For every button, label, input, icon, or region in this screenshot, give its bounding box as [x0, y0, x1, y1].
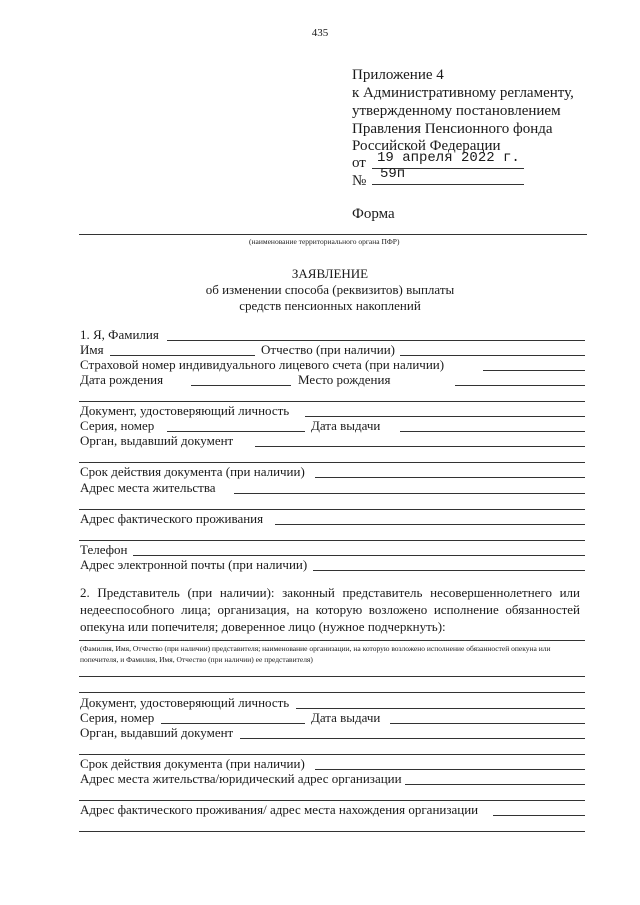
representative-name-field-3[interactable]	[79, 692, 585, 693]
id-doc-field[interactable]	[305, 416, 585, 417]
rep-residence-field-2[interactable]	[79, 800, 585, 801]
residence-field-2[interactable]	[79, 509, 585, 510]
rep-issue-date-field[interactable]	[390, 723, 585, 724]
birth-date-label: Дата рождения	[80, 372, 164, 387]
id-doc-label: Документ, удостоверяющий личность	[80, 403, 290, 418]
org-name-line[interactable]	[79, 234, 587, 235]
form-label: Форма	[352, 206, 395, 222]
validity-label: Срок действия документа (при наличии)	[80, 464, 305, 479]
rep-series-label: Серия, номер	[80, 710, 155, 725]
issuer-field[interactable]	[255, 446, 585, 447]
patronymic-label: Отчество (при наличии)	[261, 342, 396, 357]
representative-name-field[interactable]	[79, 640, 585, 641]
surname-label: 1. Я, Фамилия	[80, 327, 159, 342]
actual-address-field[interactable]	[275, 524, 585, 525]
name-field[interactable]	[110, 355, 255, 356]
actual-address-label: Адрес фактического проживания	[80, 511, 264, 526]
rep-issuer-field[interactable]	[240, 738, 585, 739]
rep-validity-field[interactable]	[315, 769, 585, 770]
rep-residence-label: Адрес места жительства/юридический адрес организации	[80, 771, 402, 786]
series-field[interactable]	[167, 431, 305, 432]
appendix-number: 59п	[380, 166, 406, 182]
appendix-from-label: от	[352, 155, 366, 171]
appendix-line-4: Правления Пенсионного фонда	[352, 121, 553, 137]
birth-place-field-2[interactable]	[79, 401, 585, 402]
issue-date-label: Дата выдачи	[311, 418, 381, 433]
rep-id-doc-field[interactable]	[296, 708, 585, 709]
document-subtitle-1: об изменении способа (реквизитов) выплаты	[205, 282, 455, 297]
appendix-number-label: №	[352, 173, 367, 189]
document-title: ЗАЯВЛЕНИЕ	[291, 266, 369, 281]
surname-field[interactable]	[167, 340, 585, 341]
issuer-field-2[interactable]	[79, 462, 585, 463]
phone-field[interactable]	[133, 555, 585, 556]
representative-name-field-2[interactable]	[79, 676, 585, 677]
rep-actual-address-field-2[interactable]	[79, 831, 585, 832]
snils-field[interactable]	[483, 370, 585, 371]
name-label: Имя	[80, 342, 104, 357]
org-name-caption: (наименование территориального органа ПФР)	[249, 237, 400, 246]
email-field[interactable]	[313, 570, 585, 571]
number-underline	[372, 184, 524, 185]
patronymic-field[interactable]	[400, 355, 585, 356]
rep-issue-date-label: Дата выдачи	[311, 710, 381, 725]
representative-caption: (Фамилия, Имя, Отчество (при наличии) представителя; наименование организации, на которую возложено исполнение обязанностей опекуна или попечителя, и Фамилия, Имя, Отчество (при наличии) ее представителя)	[80, 644, 551, 664]
phone-label: Телефон	[80, 542, 128, 557]
birth-place-label: Место рождения	[298, 372, 391, 387]
appendix-line-3: утвержденному постановлением	[352, 103, 561, 119]
validity-field[interactable]	[315, 477, 585, 478]
rep-issuer-field-2[interactable]	[79, 754, 585, 755]
document-subtitle-2: средств пенсионных накоплений	[239, 298, 421, 313]
birth-date-field[interactable]	[191, 385, 291, 386]
rep-residence-field[interactable]	[405, 784, 585, 785]
issue-date-field[interactable]	[400, 431, 585, 432]
series-label: Серия, номер	[80, 418, 155, 433]
page-number: 435	[311, 27, 329, 39]
snils-label: Страховой номер индивидуального лицевого счета (при наличии)	[80, 357, 445, 372]
actual-address-field-2[interactable]	[79, 540, 585, 541]
residence-label: Адрес места жительства	[80, 480, 216, 495]
appendix-line-5: Российской Федерации	[352, 138, 501, 154]
rep-actual-address-field[interactable]	[493, 815, 585, 816]
rep-issuer-label: Орган, выдавший документ	[80, 725, 234, 740]
rep-validity-label: Срок действия документа (при наличии)	[80, 756, 305, 771]
residence-field[interactable]	[234, 493, 585, 494]
rep-series-field[interactable]	[161, 723, 305, 724]
birth-place-field[interactable]	[455, 385, 585, 386]
representative-intro: 2. Представитель (при наличии): законный представитель несовершеннолетнего или недееспособного лица; организация, на которую возложено исполнение обязанностей опекуна или попечителя; доверенное лицо (нужное подчеркнуть):	[80, 585, 580, 634]
rep-id-doc-label: Документ, удостоверяющий личность	[80, 695, 290, 710]
appendix-date: 19 апреля 2022 г.	[377, 150, 520, 166]
issuer-label: Орган, выдавший документ	[80, 433, 234, 448]
appendix-line-2: к Административному регламенту,	[352, 85, 574, 101]
appendix-line-1: Приложение 4	[352, 67, 444, 83]
rep-actual-address-label: Адрес фактического проживания/ адрес места нахождения организации	[80, 802, 479, 817]
email-label: Адрес электронной почты (при наличии)	[80, 557, 308, 572]
